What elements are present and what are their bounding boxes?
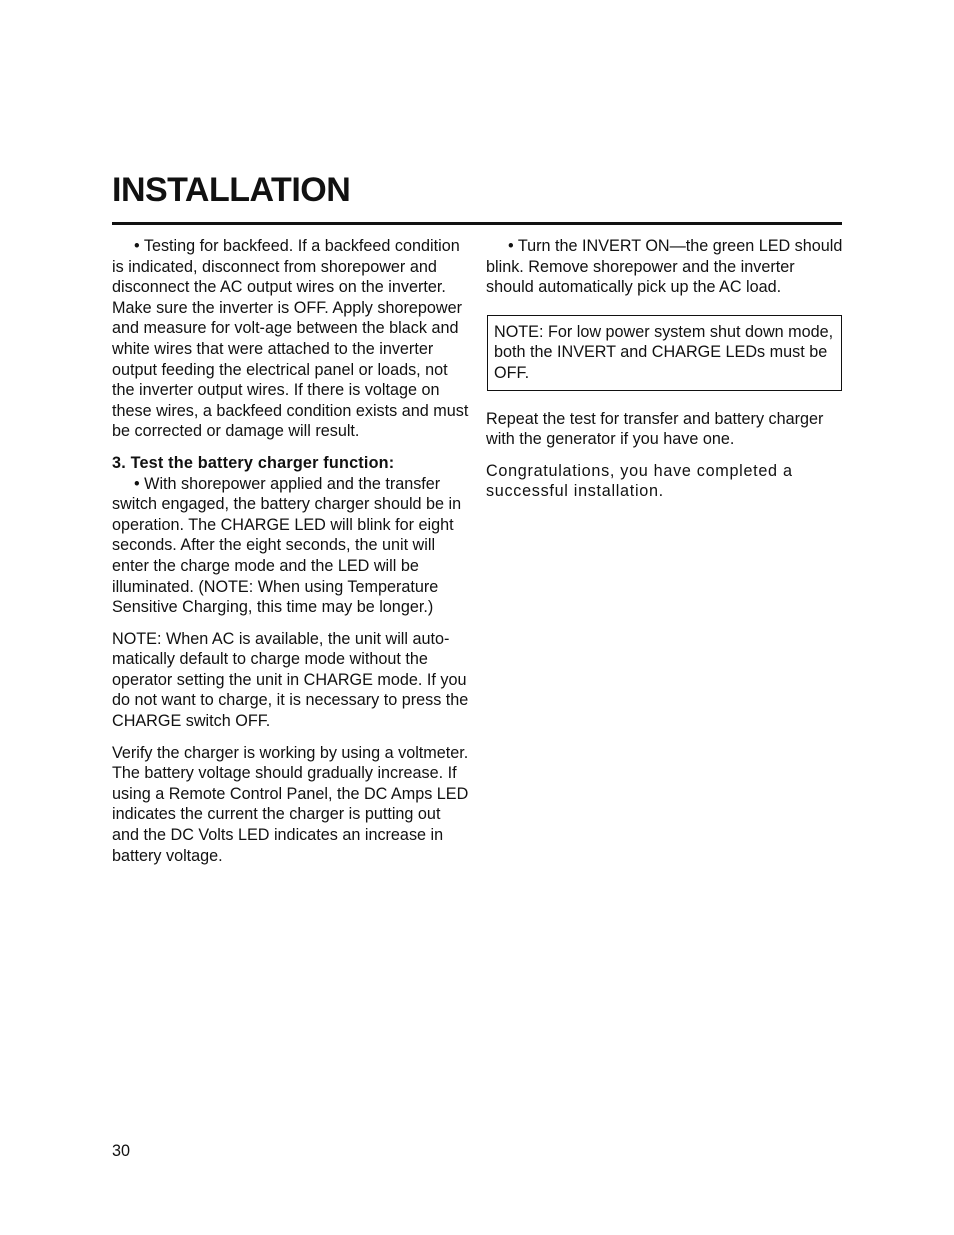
right-column [486, 236, 844, 513]
verify-paragraph: Verify the charger is working by using a voltmeter. The battery voltage should gradually increase. If using a Remote Control Panel, the DC Amps LED indicates the current the charger is putting out and the DC Volts LED indicates an increase in battery voltage. [112, 743, 469, 865]
backfeed-paragraph: • Testing for backfeed. If a backfeed condition is indicated, disconnect from shorepower and disconnect the AC output wires on the inverter. Make sure the inverter is OFF. Apply shorepower and measure for volt-age between the black and white wires that were attached to the inverter output feeding the electrical panel or loads, not the inverter output wires. If there is voltage on these wires, a backfeed condition exists and must be corrected or damage will result. [112, 237, 469, 441]
repeat-paragraph: Repeat the test for transfer and battery charger with the generator if you have one. [486, 409, 824, 449]
step3-heading: 3. Test the battery charger function: [112, 453, 395, 472]
step3-bullet-paragraph: • With shorepower applied and the transfer switch engaged, the battery charger should be in operation. The CHARGE LED will blink for eight seconds. After the eight seconds, the unit will enter the charge mode and the LED will be illuminated. (NOTE: When using Temperature Sensitive Charging, this time may be longer.) [112, 474, 462, 617]
congratulations-paragraph: Congratulations, you have completed a successful installation. [486, 461, 793, 501]
page-number: 30 [112, 1142, 131, 1160]
page-title: INSTALLATION [112, 171, 351, 209]
title-rule [112, 222, 842, 225]
low-power-note-box: NOTE: For low power system shut down mode, both the INVERT and CHARGE LEDs must be OFF. [487, 315, 842, 391]
left-column [112, 236, 470, 877]
ac-note-paragraph: NOTE: When AC is available, the unit will auto-matically default to charge mode without the operator setting the unit in CHARGE mode. If you do not want to charge, it is necessary to press the CHARGE switch OFF. [112, 629, 469, 731]
invert-bullet-paragraph: • Turn the INVERT ON—the green LED should blink. Remove shorepower and the inverter should automatically pick up the AC load. [486, 237, 843, 297]
